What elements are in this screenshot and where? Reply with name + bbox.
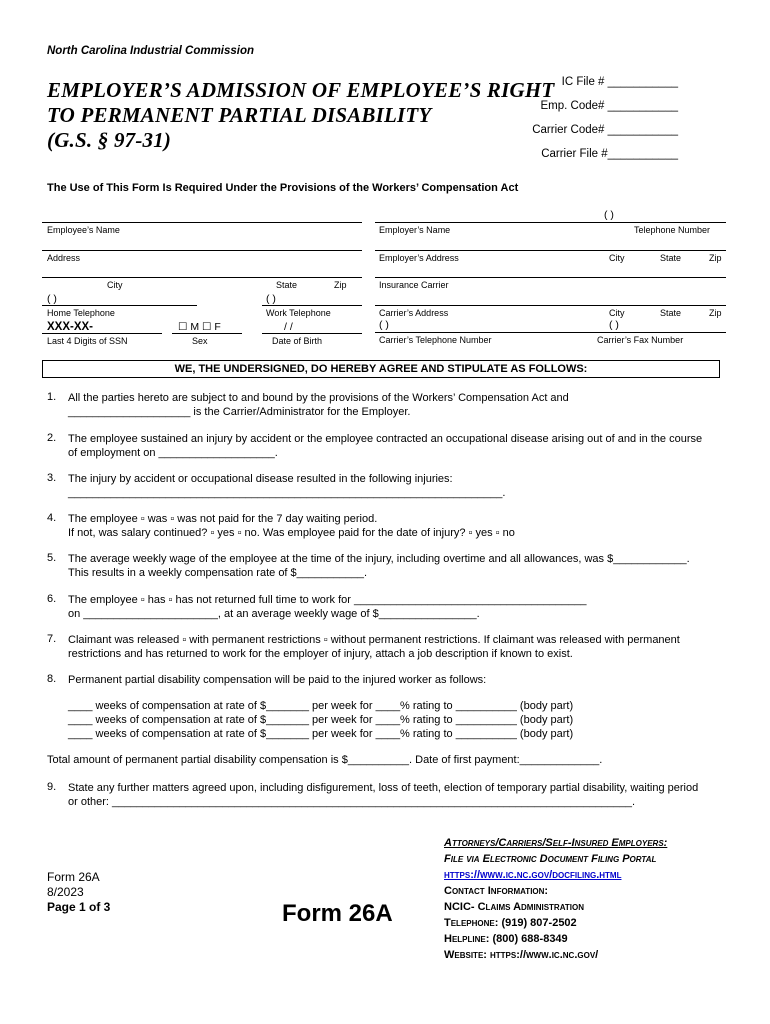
item-7-text-a[interactable]: Claimant was released ▫ with permanent restrictions ▫ without permanent restrictions. If claimant was released with permanent (68, 634, 680, 646)
item-7-text-b: restrictions and has returned to work for the employer of injury, attach a job description if known to exist. (68, 648, 573, 660)
work-phone-area: ( ) (266, 293, 276, 305)
item-5-text-a[interactable]: The average weekly wage of the employee at the time of the injury, including overtime and all allowances, was $____________. (68, 553, 690, 565)
item-8-rate-row-2[interactable]: ____ weeks of compensation at rate of $_______ per week for ____% rating to __________ (body part) (68, 714, 574, 726)
insurance-carrier-label: Insurance Carrier (379, 280, 449, 290)
carrier-phone-area: ( ) (379, 319, 389, 331)
employer-zip-label: Zip (709, 253, 722, 263)
item-2-number: 2. (47, 432, 57, 444)
form-title-line1: EMPLOYER’S ADMISSION OF EMPLOYEE’S RIGHT (47, 78, 555, 102)
employer-city-label: City (609, 253, 625, 263)
item-4-text-b[interactable]: If not, was salary continued? ▫ yes ▫ no. Was employee paid for the date of injury? ▫ yes ▫ no (68, 527, 515, 539)
item-8-number: 8. (47, 673, 57, 685)
item-7-number: 7. (47, 633, 57, 645)
item-8-rate-row-1[interactable]: ____ weeks of compensation at rate of $_______ per week for ____% rating to __________ (body part) (68, 700, 574, 712)
item-5-number: 5. (47, 552, 57, 564)
website-line[interactable]: Website: https://www.ic.nc.gov/ (444, 949, 599, 961)
insurance-carrier-line[interactable] (375, 277, 726, 278)
employer-phone-area: ( ) (604, 209, 614, 221)
employee-zip-label: Zip (334, 280, 347, 290)
item-3-text-b[interactable]: _______________________________________________________________________. (68, 487, 506, 499)
item-1-number: 1. (47, 391, 57, 403)
form-title-line2: TO PERMANENT PARTIAL DISABILITY (47, 103, 432, 127)
dob-label: Date of Birth (272, 336, 323, 346)
form-code: Form 26A (47, 870, 100, 884)
carrier-address-label: Carrier’s Address (379, 308, 449, 318)
form-title-line3: (G.S. § 97-31) (47, 128, 172, 152)
item-2-text-a: The employee sustained an injury by accident or the employee contracted an occupational disease arising out of and in the course (68, 433, 703, 445)
employee-name-label: Employee’s Name (47, 225, 120, 235)
item-6-text-a[interactable]: The employee ▫ has ▫ has not returned full time to work for ______________________________________ (68, 594, 587, 606)
employer-name-line[interactable] (375, 222, 726, 223)
item-8-rate-row-3[interactable]: ____ weeks of compensation at rate of $_______ per week for ____% rating to __________ (body part) (68, 728, 574, 740)
stipulation-banner: WE, THE UNDERSIGNED, DO HEREBY AGREE AND STIPULATE AS FOLLOWS: (42, 360, 720, 378)
helpline-line: Helpline: (800) 688-8349 (444, 933, 568, 945)
employee-name-line[interactable] (42, 222, 362, 223)
carrier-state-label: State (660, 308, 682, 318)
carrier-fax-label: Carrier’s Fax Number (597, 335, 684, 345)
sex-label: Sex (192, 336, 208, 346)
carrier-code-field[interactable]: Carrier Code# ___________ (532, 124, 678, 136)
form-number-large: Form 26A (282, 900, 393, 927)
carrier-phone-label: Carrier’s Telephone Number (379, 335, 492, 345)
item-4-number: 4. (47, 512, 57, 524)
item-4-text-a[interactable]: The employee ▫ was ▫ was not paid for the 7 day waiting period. (68, 513, 378, 525)
dob-line[interactable] (262, 333, 362, 334)
emp-code-field[interactable]: Emp. Code# ___________ (540, 100, 678, 112)
contact-info-label: Contact Information: (444, 885, 549, 897)
sex-line[interactable] (172, 333, 242, 334)
agency-name: North Carolina Industrial Commission (47, 45, 255, 57)
employee-address-line[interactable] (42, 250, 362, 251)
item-9-text-a: State any further matters agreed upon, including disfigurement, loss of teeth, election of temporary partial disability, waiting period (68, 782, 699, 794)
employee-city-label: City (107, 280, 123, 290)
ic-file-field[interactable]: IC File # ___________ (561, 76, 678, 88)
claims-admin-label: NCIC- Claims Administration (444, 901, 584, 913)
total-compensation-line[interactable]: Total amount of permanent partial disability compensation is $__________. Date of first payment:_____________. (47, 754, 603, 766)
carrier-phone-line[interactable] (375, 332, 726, 333)
item-6-number: 6. (47, 593, 57, 605)
ssn-label: Last 4 Digits of SSN (47, 336, 128, 346)
ssn-prefix: XXX-XX- (47, 321, 94, 333)
item-2-text-b[interactable]: of employment on ___________________. (68, 447, 278, 459)
carrier-zip-label: Zip (709, 308, 722, 318)
dob-slashes: / / (284, 321, 293, 333)
item-6-text-b[interactable]: on ______________________, at an average weekly wage of $________________. (68, 608, 480, 620)
carrier-address-line[interactable] (375, 305, 726, 306)
home-phone-line[interactable] (42, 305, 197, 306)
employer-state-label: State (660, 253, 682, 263)
telephone-line: Telephone: (919) 807-2502 (444, 917, 577, 929)
docfiling-link[interactable]: https://www.ic.nc.gov/docfiling.html (444, 869, 622, 881)
work-phone-line[interactable] (262, 305, 362, 306)
home-phone-area: ( ) (47, 293, 57, 305)
employer-phone-label: Telephone Number (634, 225, 711, 235)
carrier-city-label: City (609, 308, 625, 318)
item-9-number: 9. (47, 781, 57, 793)
contact-heading: Attorneys/Carriers/Self-Insured Employers: (444, 837, 668, 849)
employer-address-line[interactable] (375, 250, 726, 251)
employee-state-label: State (276, 280, 298, 290)
page-number: Page 1 of 3 (47, 900, 111, 914)
item-9-text-b[interactable]: or other: _____________________________________________________________________________________. (68, 796, 636, 808)
item-1-text-b[interactable]: ____________________ is the Carrier/Administrator for the Employer. (68, 406, 411, 418)
form-date: 8/2023 (47, 885, 84, 899)
item-5-text-b[interactable]: This results in a weekly compensation rate of $___________. (68, 567, 368, 579)
ssn-line[interactable] (42, 333, 162, 334)
item-3-number: 3. (47, 472, 57, 484)
work-phone-label: Work Telephone (266, 308, 331, 318)
item-3-text-a: The injury by accident or occupational disease resulted in the following injuries: (68, 473, 453, 485)
carrier-file-field[interactable]: Carrier File #___________ (541, 148, 678, 160)
employee-city-line[interactable] (42, 277, 362, 278)
employer-address-label: Employer’s Address (379, 253, 459, 263)
sex-checkboxes[interactable]: ☐ M ☐ F (178, 321, 221, 333)
filing-instruction: File via Electronic Document Filing Portal (444, 853, 657, 865)
requirement-notice: The Use of This Form Is Required Under the Provisions of the Workers’ Compensation Act (47, 182, 519, 194)
item-8-text-a: Permanent partial disability compensation will be paid to the injured worker as follows: (68, 674, 487, 686)
home-phone-label: Home Telephone (47, 308, 115, 318)
item-1-text-a: All the parties hereto are subject to and bound by the provisions of the Workers’ Compensation Act and (68, 392, 569, 404)
employee-address-label: Address (47, 253, 81, 263)
employer-name-label: Employer’s Name (379, 225, 451, 235)
carrier-fax-area: ( ) (609, 319, 619, 331)
